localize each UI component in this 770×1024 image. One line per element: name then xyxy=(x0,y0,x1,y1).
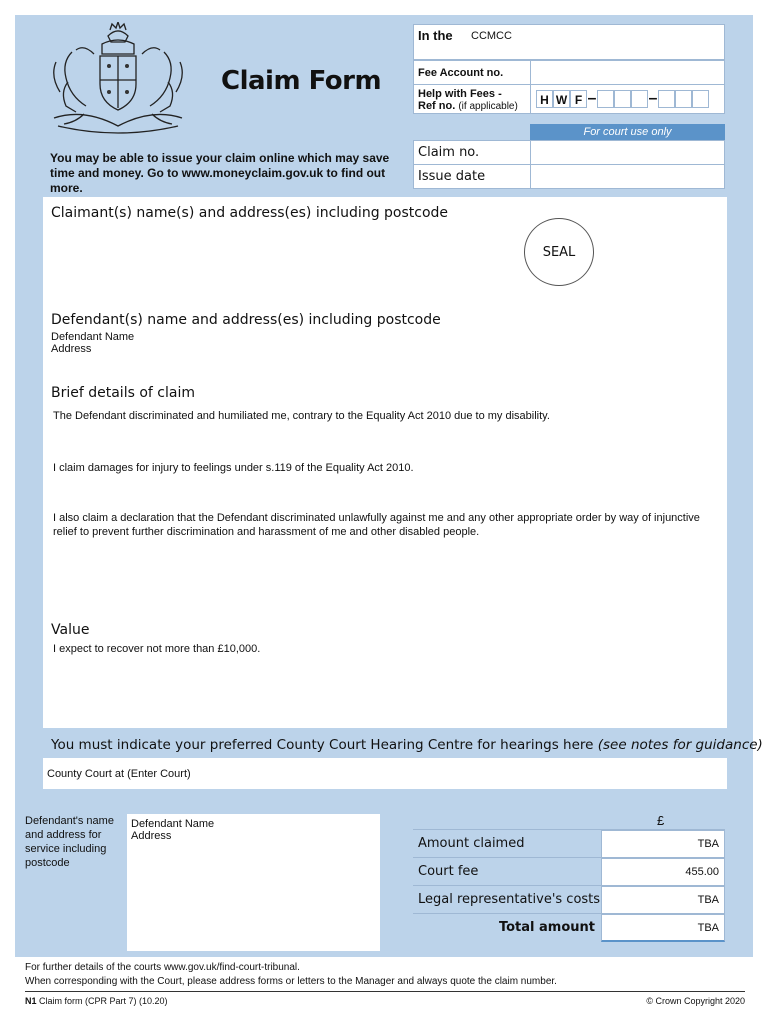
court-fee-label: Court fee xyxy=(418,864,479,879)
seal-label: SEAL xyxy=(542,245,576,260)
service-address: Address xyxy=(131,830,172,842)
claim-no-label-cell xyxy=(413,140,531,165)
service-name: Defendant Name xyxy=(131,818,215,830)
hwf-label-cell xyxy=(413,84,531,114)
hwf-note: (if applicable) xyxy=(458,101,518,112)
issue-date-input[interactable] xyxy=(530,164,725,189)
defendant-name: Defendant Name xyxy=(51,331,135,343)
claim-no-input[interactable] xyxy=(530,140,725,165)
in-the-label: In the xyxy=(418,28,453,43)
footer-line-2: When corresponding with the Court, please address forms or letters to the Manager and always quote the claim number. xyxy=(25,976,557,987)
amount-claimed-text: TBA xyxy=(697,838,719,850)
court-use-label: For court use only xyxy=(583,126,672,138)
hearing-note: (see notes for guidance) xyxy=(597,737,763,753)
online-notice: You may be able to issue your claim online which may save time and money. Go to www.moneyclaim.gov.uk to find out more. xyxy=(50,151,390,195)
hwf-char-h: H xyxy=(536,90,553,108)
form-title: Claim Form xyxy=(221,66,382,96)
fee-account-label: Fee Account no. xyxy=(418,67,504,79)
form-desc: Claim form (CPR Part 7) (10.20) xyxy=(39,996,168,1006)
service-label: Defendant's name and address for service including postcode xyxy=(25,815,114,869)
issue-date-label: Issue date xyxy=(418,169,486,184)
hwf-ref-label: Ref no. xyxy=(418,100,456,112)
seal-circle xyxy=(524,218,594,286)
brief-para-1: The Defendant discriminated and humiliated me, contrary to the Equality Act 2010 due to my disability. xyxy=(53,410,550,422)
court-fee-value[interactable] xyxy=(601,858,725,886)
hearing-court-input[interactable] xyxy=(43,758,727,789)
legal-costs-text: TBA xyxy=(697,894,719,906)
value-label: Value xyxy=(51,622,90,638)
hearing-court-value: County Court at (Enter Court) xyxy=(47,768,191,780)
claimant-label: Claimant(s) name(s) and address(es) including postcode xyxy=(51,205,449,221)
total-amount-text: TBA xyxy=(697,922,719,934)
court-fee-text: 455.00 xyxy=(685,866,719,878)
amount-row xyxy=(413,829,725,857)
footer-divider xyxy=(25,991,745,992)
form-id: N1 xyxy=(25,996,37,1006)
hearing-centre-heading xyxy=(51,737,763,753)
brief-para-3: I also claim a declaration that the Defendant discriminated unlawfully against me and any other appropriate order by way of injunctive relief to prevent further discrimination and harassment of me and other disabled people. xyxy=(53,512,700,538)
claim-no-label: Claim no. xyxy=(418,145,480,160)
in-the-row xyxy=(413,24,725,60)
issue-date-label-cell xyxy=(413,164,531,189)
hwf-char-w: W xyxy=(553,90,570,108)
legal-costs-label: Legal representative's costs xyxy=(418,892,601,907)
defendant-address: Address xyxy=(51,343,92,355)
service-address-box[interactable] xyxy=(127,814,380,951)
hwf-label: Help with Fees - xyxy=(418,88,502,100)
court-use-header xyxy=(530,124,725,140)
hearing-label: You must indicate your preferred County Court Hearing Centre for hearings here xyxy=(51,737,594,753)
defendant-label: Defendant(s) name and address(es) including postcode xyxy=(51,312,441,328)
form-reference xyxy=(25,996,168,1006)
total-row xyxy=(413,913,725,941)
royal-coat-of-arms xyxy=(44,22,192,138)
amount-claimed-label: Amount claimed xyxy=(418,836,525,851)
currency-symbol: £ xyxy=(657,813,665,828)
total-amount-label: Total amount xyxy=(498,920,595,935)
amount-row xyxy=(413,885,725,913)
hwf-ref-field[interactable]: H W F – – xyxy=(530,84,725,114)
amount-claimed-value[interactable] xyxy=(601,830,725,858)
brief-para-2: I claim damages for injury to feelings under s.119 of the Equality Act 2010. xyxy=(53,462,414,474)
legal-costs-value[interactable] xyxy=(601,886,725,914)
amount-row xyxy=(413,857,725,885)
total-amount-value[interactable] xyxy=(601,914,725,942)
fee-account-input[interactable] xyxy=(530,60,725,85)
brief-details-label: Brief details of claim xyxy=(51,385,195,401)
hwf-char-f: F xyxy=(570,90,587,108)
in-the-value[interactable]: CCMCC xyxy=(471,30,512,42)
copyright: © Crown Copyright 2020 xyxy=(646,996,745,1006)
fee-account-label-cell xyxy=(413,60,531,85)
value-text: I expect to recover not more than £10,000. xyxy=(53,643,261,655)
footer-line-1: For further details of the courts www.gov.uk/find-court-tribunal. xyxy=(25,962,300,973)
